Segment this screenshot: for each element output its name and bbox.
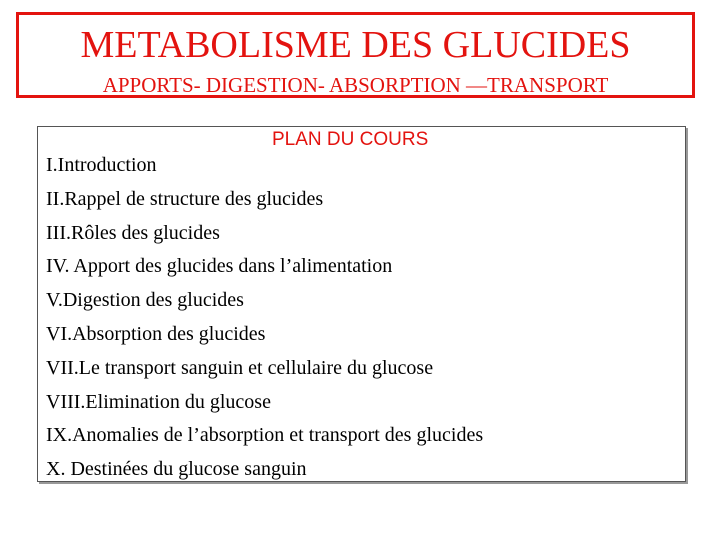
- plan-item-apport: IV. Apport des glucides dans l’alimentation: [46, 255, 393, 278]
- plan-item-elimination: VIII.Elimination du glucose: [46, 390, 271, 413]
- course-plan-title: PLAN DU COURS: [272, 129, 429, 150]
- plan-item-structure: II.Rappel de structure des glucides: [46, 187, 324, 210]
- plan-item-digestion: V.Digestion des glucides: [46, 289, 244, 312]
- slide-subtitle: APPORTS- DIGESTION- ABSORPTION —TRANSPORT: [102, 73, 609, 97]
- course-plan-list: [46, 149, 483, 487]
- plan-item-anomalies: IX.Anomalies de l’absorption et transport des glucides: [46, 424, 484, 447]
- slide-title: METABOLISME DES GLUCIDES: [80, 24, 631, 66]
- plan-item-transport: VII.Le transport sanguin et cellulaire du glucose: [46, 356, 434, 379]
- course-plan-box: [37, 126, 686, 482]
- plan-item-absorption: VI.Absorption des glucides: [46, 322, 266, 345]
- title-box: [16, 12, 695, 98]
- plan-item-introduction: I.Introduction: [46, 154, 157, 176]
- plan-item-roles: III.Rôles des glucides: [46, 221, 220, 244]
- plan-item-destinees: X. Destinées du glucose sanguin: [46, 458, 307, 481]
